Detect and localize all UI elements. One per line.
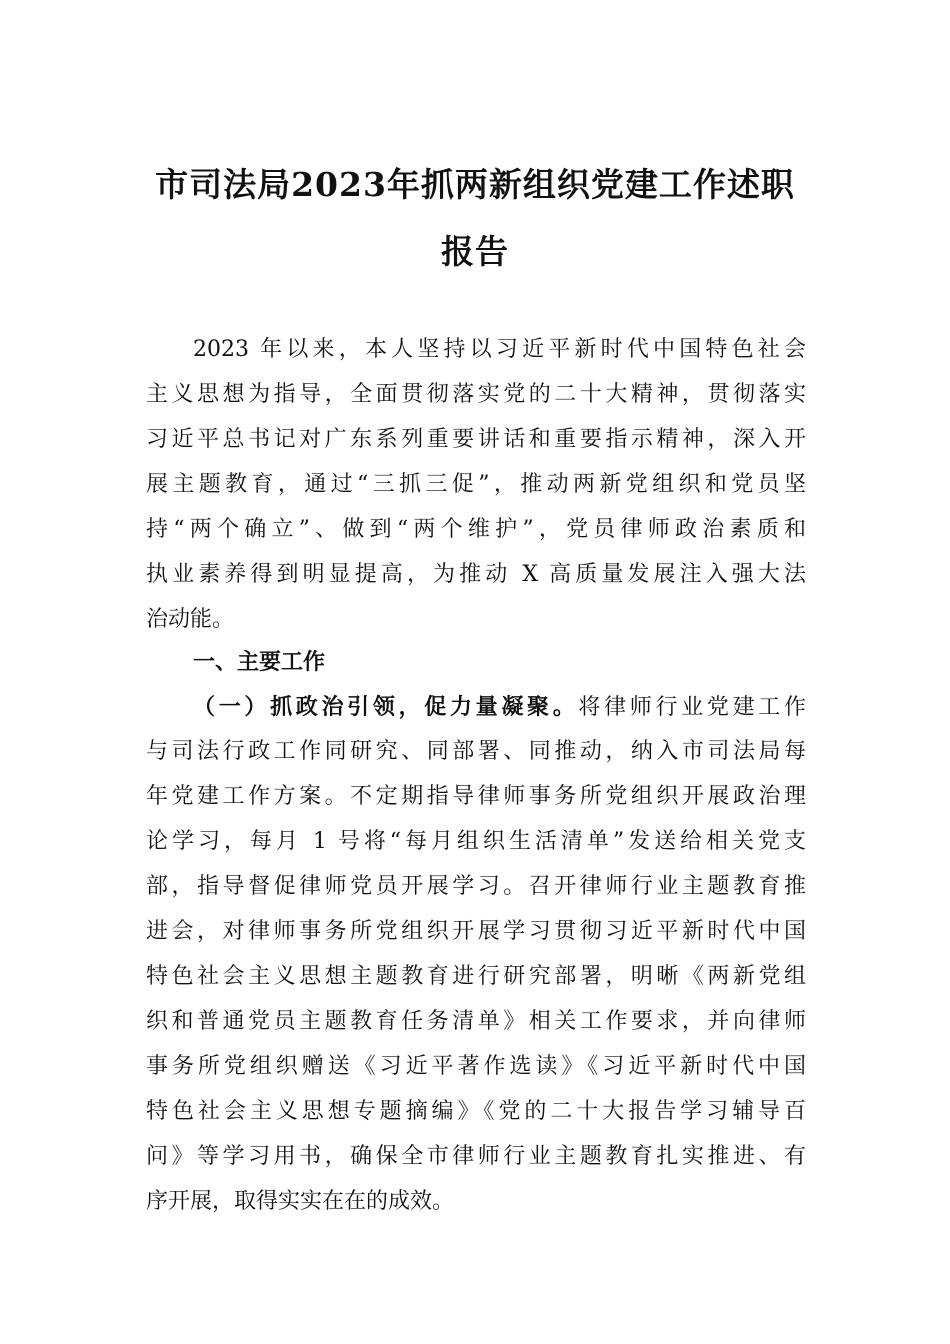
intro-line-6: 执业素养得到明显提高，为推动 X 高质量发展注入强大法 (146, 562, 806, 587)
document-title-line-1: 市司法局2023年抓两新组织党建工作述职 (155, 165, 795, 204)
sub1-line-2: 与司法行政工作同研究、同部署、同推动，纳入市司法局每 (146, 739, 806, 764)
intro-line-5: 持“两个确立”、做到“两个维护”，党员律师政治素质和 (146, 517, 806, 542)
document-title-line-2: 报告 (441, 232, 509, 271)
sub1-line-10: 特色社会主义思想专题摘编》《党的二十大报告学习辅导百 (146, 1099, 806, 1124)
intro-line-1: 2023 年以来，本人坚持以习近平新时代中国特色社会 (193, 337, 806, 362)
intro-line-2: 主义思想为指导，全面贯彻落实党的二十大精神，贯彻落实 (146, 382, 806, 407)
sub1-line-4: 论学习，每月 1 号将“每月组织生活清单”发送给相关党支 (146, 829, 806, 854)
section-heading-main-work: 一、主要工作 (193, 650, 326, 675)
intro-line-3: 习近平总书记对广东系列重要讲话和重要指示精神，深入开 (146, 427, 806, 452)
sub1-line-5: 部，指导督促律师党员开展学习。召开律师行业主题教育推 (146, 874, 806, 899)
sub1-line-6: 进会，对律师事务所党组织开展学习贯彻习近平新时代中国 (146, 919, 806, 944)
intro-line-7: 治动能。 (146, 607, 235, 632)
sub1-first-rest: 将律师行业党建工作 (578, 695, 806, 720)
sub1-line-11: 问》等学习用书，确保全市律师行业主题教育扎实推进、有 (146, 1144, 806, 1169)
sub1-line-3: 年党建工作方案。不定期指导律师事务所党组织开展政治理 (146, 784, 806, 809)
sub1-line-8: 织和普通党员主题教育任务清单》相关工作要求，并向律师 (146, 1009, 806, 1034)
intro-line-4: 展主题教育，通过“三抓三促”，推动两新党组织和党员坚 (146, 472, 806, 497)
sub1-line-1 (193, 692, 806, 723)
sub1-line-12: 序开展，取得实实在在的成效。 (146, 1189, 455, 1214)
sub1-line-9: 事务所党组织赠送《习近平著作选读》《习近平新时代中国 (146, 1054, 806, 1079)
sub1-line-7: 特色社会主义思想主题教育进行研究部署，明晰《两新党组 (146, 964, 806, 989)
sub1-title: （一）抓政治引领，促力量凝聚。 (193, 694, 579, 720)
